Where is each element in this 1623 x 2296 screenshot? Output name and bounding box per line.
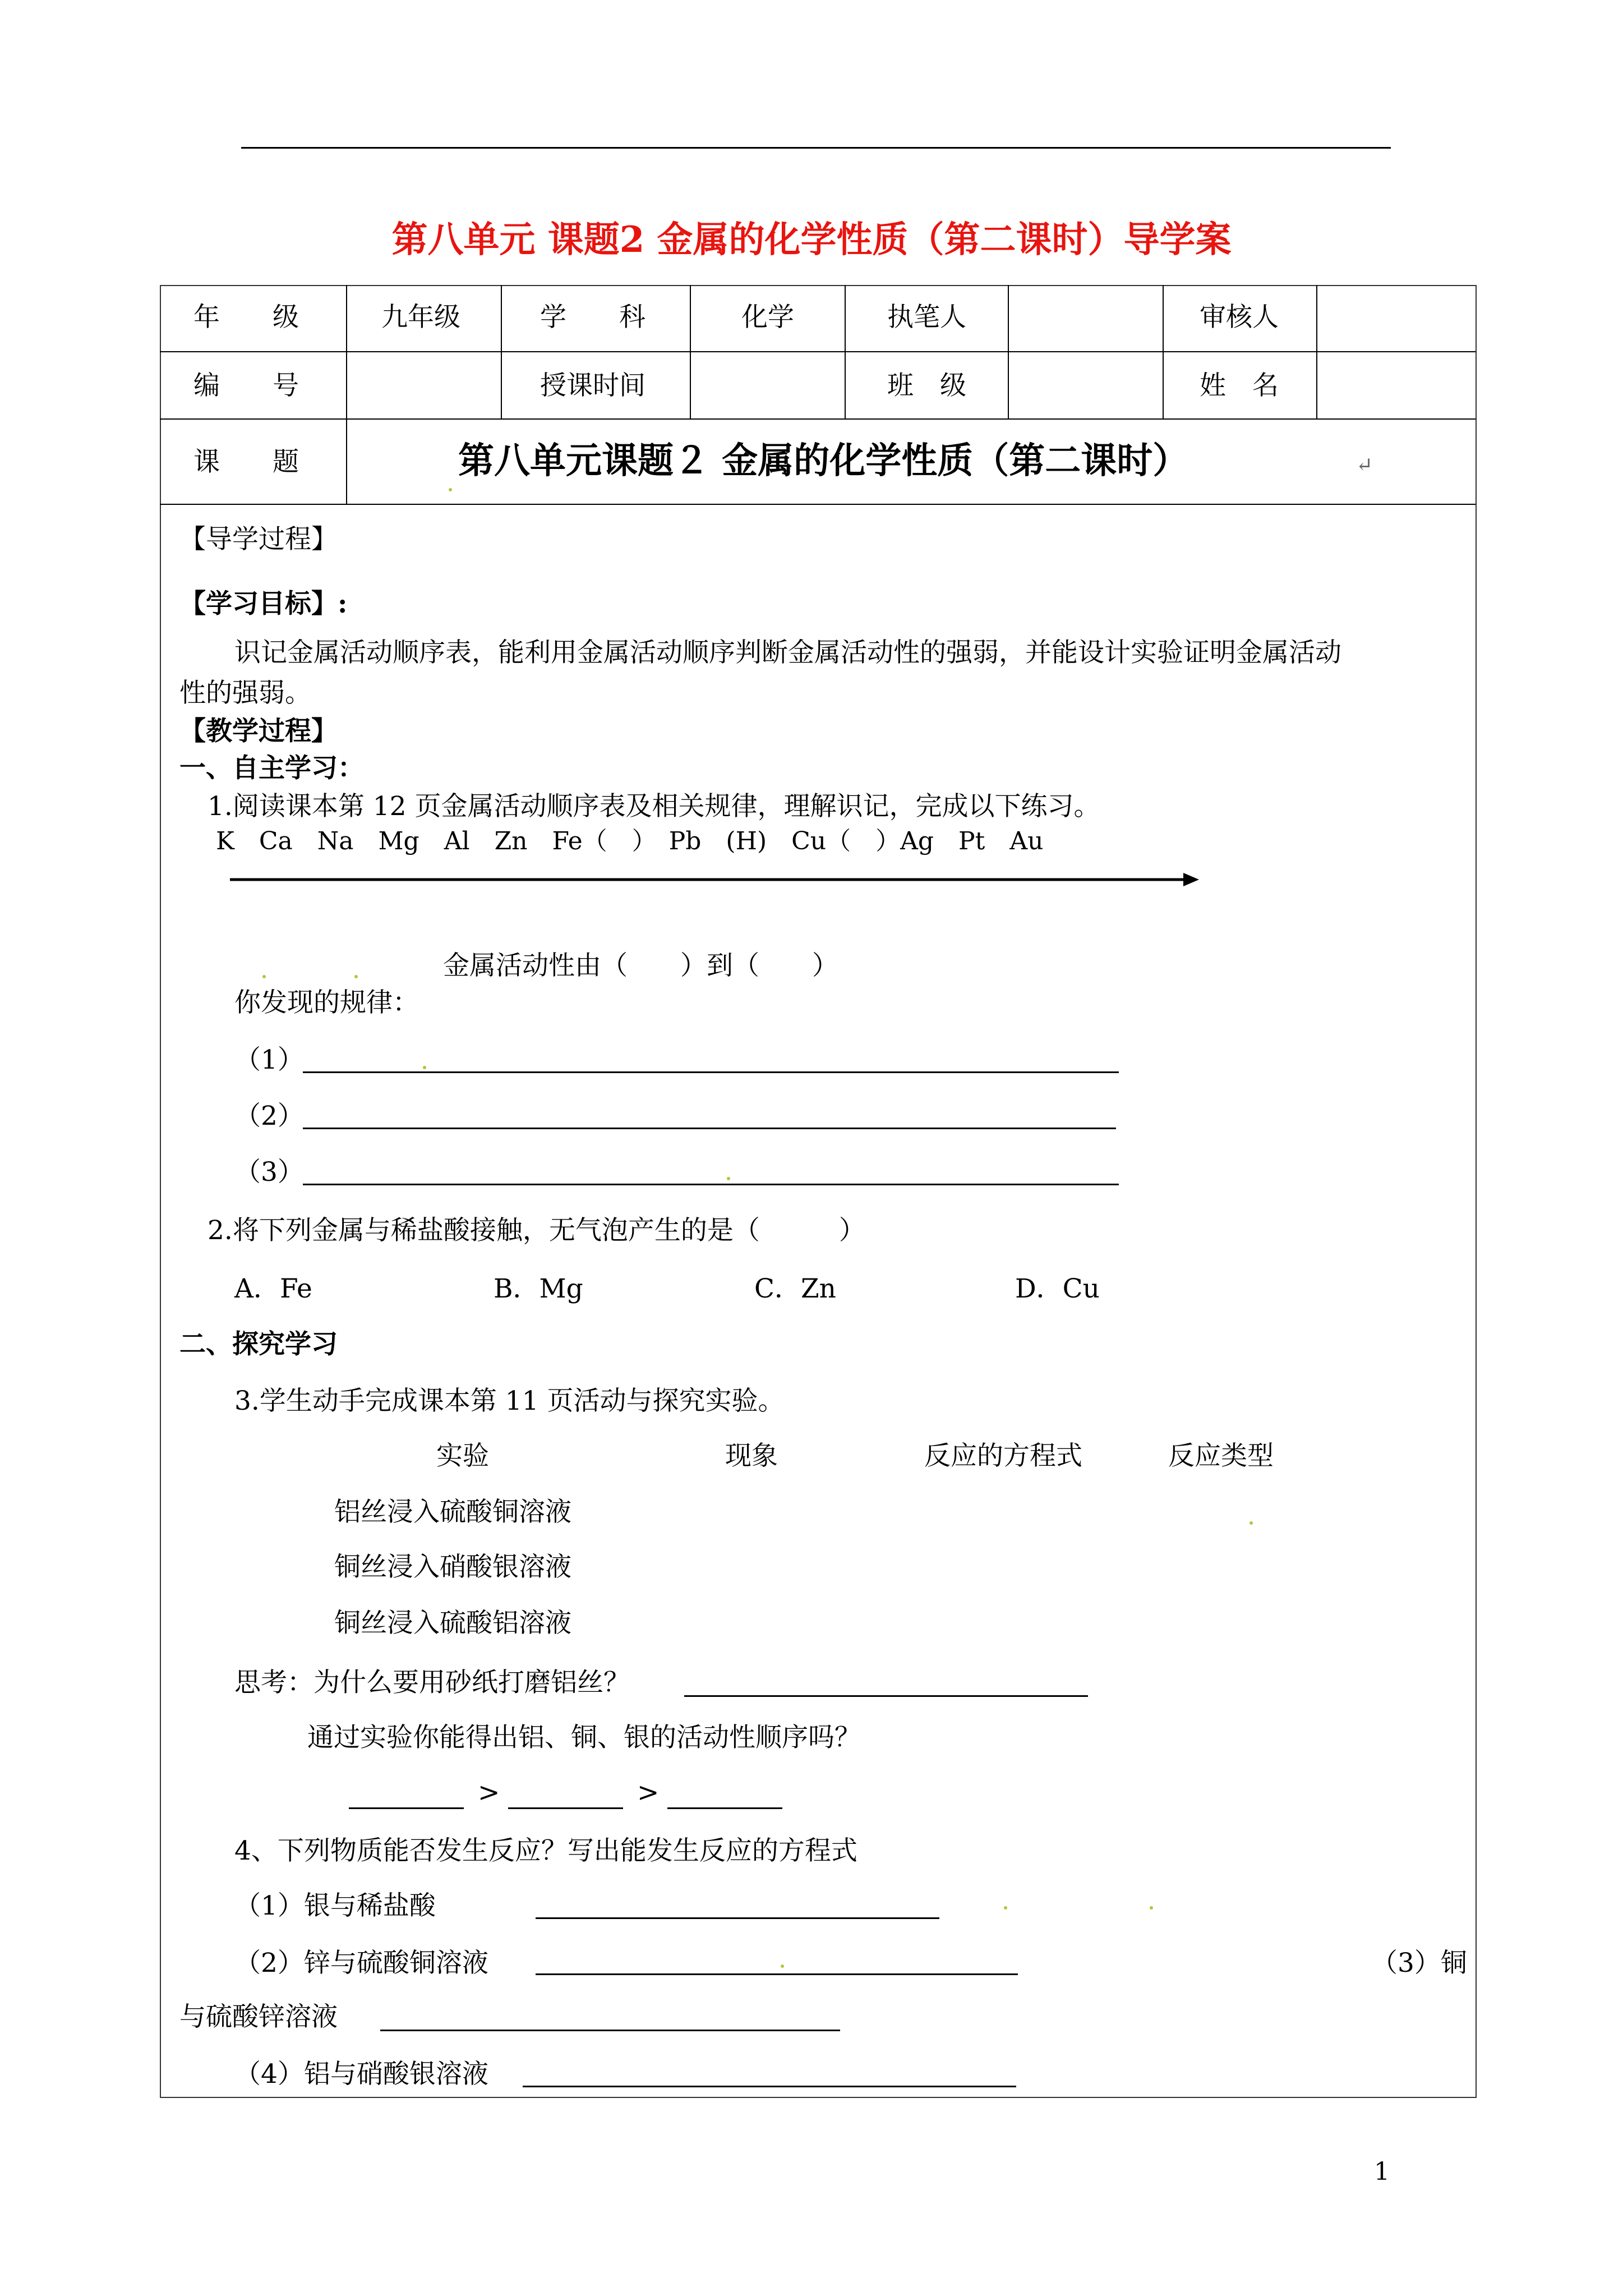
table-col-divider [690, 285, 691, 420]
q4-item-4: （4）铝与硝酸银溶液 [234, 2059, 488, 2090]
experiment-row-2: 铜丝浸入硝酸银溶液 [334, 1552, 571, 1582]
q4-item-1: （1）银与稀盐酸 [234, 1890, 436, 1921]
name-label: 姓 名 [1200, 370, 1279, 401]
table-row-divider [160, 418, 1476, 420]
author-label: 执笔人 [887, 302, 966, 333]
grade-label: 年 级 [193, 302, 299, 333]
q4-item-3-end: 与硫酸锌溶液 [179, 2001, 338, 2032]
q2-option-c: C．Zn [754, 1273, 836, 1304]
q2-option-a: A．Fe [234, 1273, 312, 1304]
speck [1004, 1906, 1007, 1910]
rule-item-2: （2） [234, 1101, 304, 1131]
speck [354, 975, 358, 978]
answer-line [303, 1071, 1119, 1073]
section2-heading: 二、探究学习 [179, 1329, 338, 1360]
experiment-header-equation: 反应的方程式 [924, 1441, 1082, 1471]
order-question: 通过实验你能得出铝、铜、银的活动性顺序吗？ [307, 1722, 861, 1753]
q4-item-2: （2）锌与硫酸铜溶液 [234, 1948, 488, 1978]
experiment-row-1: 铝丝浸入硫酸铜溶液 [334, 1497, 571, 1527]
table-col-divider [501, 285, 502, 420]
q2-text: 2.将下列金属与稀盐酸接触，无气泡产生的是（ ） [208, 1215, 865, 1246]
experiment-header-phenomenon: 现象 [725, 1441, 778, 1471]
table-col-divider [346, 285, 347, 504]
answer-line [536, 1917, 939, 1919]
table-col-divider [1008, 285, 1009, 420]
table-row-divider [160, 504, 1476, 505]
answer-line [667, 1807, 782, 1809]
answer-line [523, 2086, 1016, 2087]
q4-text: 4、下列物质能否发生反应？写出能发生反应的方程式 [234, 1835, 857, 1866]
answer-line [508, 1807, 623, 1809]
q4-item-3-start: （3）铜 [1371, 1948, 1467, 1978]
objectives-heading: 【学习目标】: [179, 588, 348, 619]
topic-label: 课 题 [193, 447, 299, 477]
table-col-divider [1316, 285, 1317, 420]
speck [727, 1177, 730, 1180]
experiment-header-type: 反应类型 [1168, 1441, 1274, 1471]
answer-line [303, 1128, 1116, 1129]
teaching-heading: 【教学过程】 [179, 716, 338, 747]
rule-item-3: （3） [234, 1157, 304, 1188]
answer-line [380, 2030, 840, 2031]
objectives-line1: 识记金属活动顺序表，能利用金属活动顺序判断金属活动性的强弱，并能设计实验证明金属活动 [234, 637, 1341, 668]
think-text: 思考：为什么要用砂纸打磨铝丝？ [234, 1667, 630, 1698]
time-label: 授课时间 [540, 370, 645, 401]
speck [1150, 1906, 1153, 1910]
order-separator-2: > [637, 1777, 660, 1808]
table-col-divider [1163, 285, 1164, 420]
rule-prompt: 你发现的规律： [234, 987, 419, 1018]
answer-line [303, 1184, 1119, 1185]
activity-series: K Ca Na Mg Al Zn Fe（ ） Pb (H) Cu（ ）Ag Pt Au [216, 827, 1044, 855]
page-number: 1 [1374, 2157, 1390, 2186]
table-col-divider [845, 285, 846, 420]
section1-heading: 一、自主学习： [179, 753, 364, 784]
speck [1249, 1521, 1253, 1525]
answer-line [536, 1973, 1018, 1975]
topic-value: 第八单元课题２ 金属的化学性质（第二课时） [458, 440, 1189, 482]
activity-direction: 金属活动性由（ ）到（ ） [443, 950, 838, 981]
return-mark-icon: ↵ [1356, 454, 1373, 477]
answer-line [349, 1807, 464, 1809]
q1-text: 1.阅读课本第 12 页金属活动顺序表及相关规律，理解识记，完成以下练习。 [208, 791, 1100, 822]
order-separator-1: > [478, 1777, 500, 1808]
content-frame [160, 285, 1477, 2098]
speck [423, 1066, 426, 1069]
objectives-line2: 性的强弱。 [179, 678, 311, 708]
reviewer-label: 审核人 [1200, 302, 1279, 333]
number-label: 编 号 [193, 370, 299, 401]
answer-line [684, 1695, 1088, 1697]
class-label: 班 级 [887, 370, 966, 401]
experiment-header-experiment: 实验 [436, 1441, 489, 1471]
header-rule [241, 147, 1391, 149]
table-row-divider [160, 351, 1476, 352]
page-title: 第八单元 课题2 金属的化学性质（第二课时）导学案 [391, 219, 1232, 261]
experiment-row-3: 铜丝浸入硫酸铝溶液 [334, 1608, 571, 1639]
speck [449, 488, 452, 491]
q2-option-b: B．Mg [494, 1273, 583, 1304]
subject-value: 化学 [741, 302, 794, 333]
subject-label: 学 科 [540, 302, 645, 333]
speck [262, 975, 266, 978]
arrow-head-icon [230, 868, 1200, 891]
q2-option-d: D．Cu [1015, 1273, 1100, 1304]
q3-text: 3.学生动手完成课本第 11 页活动与探究实验。 [234, 1386, 785, 1416]
speck [781, 1964, 784, 1968]
rule-item-1: （1） [234, 1045, 304, 1075]
grade-value: 九年级 [381, 302, 460, 333]
guide-process-heading: 【导学过程】 [179, 524, 338, 555]
